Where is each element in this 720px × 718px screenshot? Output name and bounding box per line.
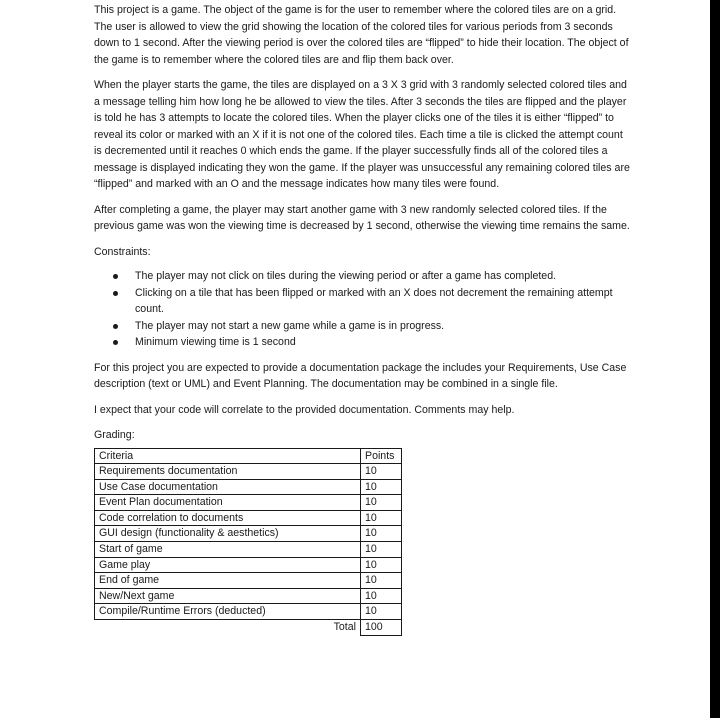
points-header: Points [361,448,402,464]
points-cell: 10 [361,588,402,604]
points-cell: 10 [361,464,402,480]
table-row [95,573,402,589]
grading-table [94,448,402,636]
points-cell: 10 [361,510,402,526]
criteria-header: Criteria [95,448,361,464]
total-points: 100 [361,620,402,636]
constraints-heading: Constraints: [94,245,151,258]
gameplay-paragraph: When the player starts the game, the tiles are displayed on a 3 X 3 grid with 3 randomly selected colored tiles and a message telling him how long he be allowed to view the tiles. After 3 seconds the tiles are flipped and the player is told he has 3 attempts to locate the colored tiles. When the player clicks one of the tiles it is either “flipped” to reveal its color or marked with an X if it is not one of the colored tiles. Each time a tile is clicked the attempt count is decremented until it reaches 0 which ends the game. If the player successfully finds all of the colored tiles a message is displayed indicating they won the game. If the player was unsuccessful any remaining colored tiles are “flipped” and marked with an O and the message indicates how many tiles were found. [94,79,630,190]
list-item-text: Minimum viewing time is 1 second [135,336,296,348]
points-cell: 10 [361,542,402,558]
list-item [94,285,630,318]
bullet-icon [113,274,118,279]
criteria-cell: Game play [95,557,361,573]
table-row [95,588,402,604]
table-row [95,495,402,511]
bullet-icon [113,324,118,329]
constraints-list [94,268,630,351]
total-label: Total [333,621,356,634]
bullet-icon [113,291,118,296]
list-item [94,334,630,351]
table-row [95,542,402,558]
table-row [95,510,402,526]
criteria-cell: Use Case documentation [95,479,361,495]
table-row [95,526,402,542]
next-game-paragraph: After completing a game, the player may start another game with 3 new randomly selected colored tiles. If the previous game was won the viewing time is decreased by 1 second, otherwise the viewing time remains the same. [94,203,630,232]
criteria-cell: Compile/Runtime Errors (deducted) [95,604,361,620]
list-item-text: The player may not click on tiles during the viewing period or after a game has completed. [135,270,557,282]
criteria-cell: End of game [95,573,361,589]
criteria-cell: Start of game [95,542,361,558]
criteria-cell: Requirements documentation [95,464,361,480]
criteria-cell: GUI design (functionality & aesthetics) [95,526,361,542]
criteria-cell: Event Plan documentation [95,495,361,511]
list-item-text: Clicking on a tile that has been flipped or marked with an X does not decrement the remaining attempt count. [135,286,613,315]
total-row [95,620,402,636]
intro-paragraph: This project is a game. The object of the game is for the user to remember where the colored tiles are on a grid. The user is allowed to view the grid showing the location of the colored tiles for various periods from 3 seconds down to 1 second. After the viewing period is over the colored tiles are “flipped” to hide their location. The object of the game is to remember where the colored tiles are and flip them back over. [94,4,629,66]
code-paragraph: I expect that your code will correlate to the provided documentation. Comments may help. [94,403,515,416]
points-cell: 10 [361,604,402,620]
table-row [95,464,402,480]
points-cell: 10 [361,557,402,573]
criteria-cell: Code correlation to documents [95,510,361,526]
points-cell: 10 [361,526,402,542]
list-item [94,268,630,285]
criteria-cell: New/Next game [95,588,361,604]
bullet-icon [113,340,118,345]
table-header-row [95,448,402,464]
table-row [95,557,402,573]
documentation-paragraph: For this project you are expected to provide a documentation package the includes your Requirements, Use Case description (text or UML) and Event Planning. The documentation may be combined in a single file. [94,361,627,390]
document-body [94,2,630,636]
points-cell: 10 [361,573,402,589]
table-row [95,479,402,495]
list-item-text: The player may not start a new game while a game is in progress. [135,319,445,332]
points-cell: 10 [361,479,402,495]
points-cell: 10 [361,495,402,511]
table-row [95,604,402,620]
list-item [94,318,630,335]
grading-heading: Grading: [94,429,135,441]
